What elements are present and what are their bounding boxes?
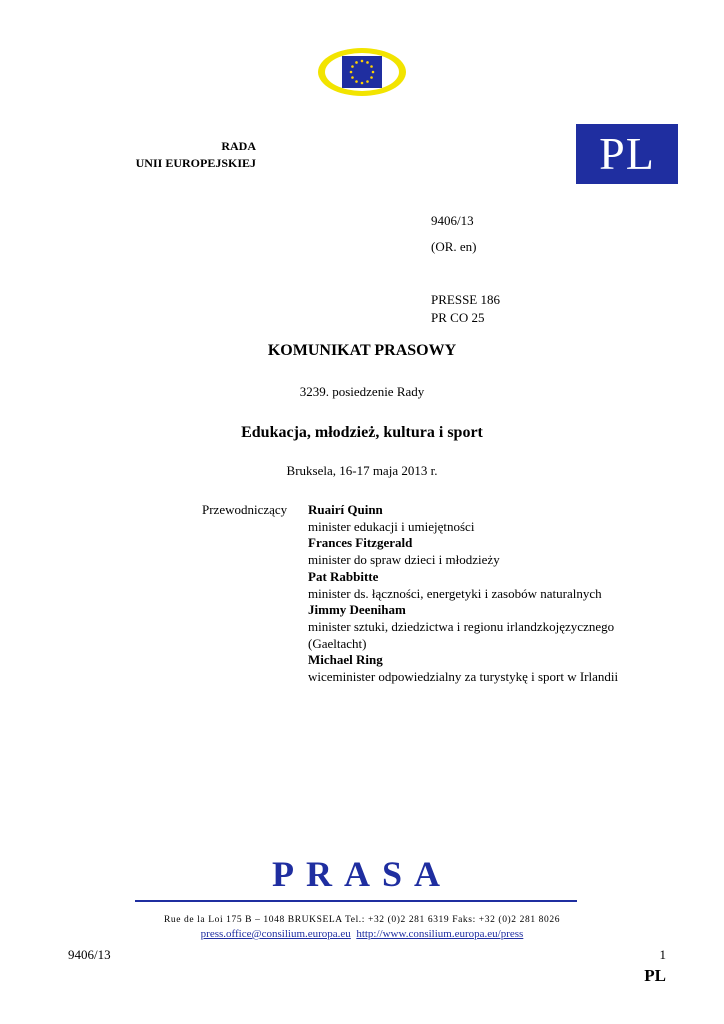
chair-name: Michael Ring (308, 652, 383, 668)
presidency-list (308, 502, 688, 686)
chair-name: Frances Fitzgerald (308, 535, 413, 551)
star-icon (366, 61, 369, 64)
council-name-line2: UNII EUROPEJSKIEJ (135, 156, 256, 170)
pr-code: PR CO 25 (431, 310, 485, 325)
star-icon (351, 76, 354, 79)
council-name (60, 138, 256, 172)
press-address: Rue de la Loi 175 B – 1048 BRUKSELA Tel.: +32 (0)2 281 6319 Faks: +32 (0)2 281 8026 (163, 915, 561, 925)
meeting-number: 3239. posiedzenie Rady (299, 384, 425, 399)
footer-document-reference: 9406/13 (68, 947, 111, 962)
star-icon (370, 65, 373, 68)
star-icon (355, 80, 358, 83)
press-number: PRESSE 186 (431, 292, 500, 307)
document-reference: 9406/13 (431, 213, 474, 228)
chair-role: minister ds. łączności, energetyki i zasobów naturalnych (308, 585, 602, 601)
chair-name: Ruairí Quinn (308, 502, 383, 517)
original-language: (OR. en) (431, 239, 477, 254)
star-icon (361, 82, 364, 85)
place-and-date: Bruksela, 16-17 maja 2013 r. (286, 463, 438, 478)
press-website-link[interactable]: http://www.consilium.europa.eu/press (356, 928, 524, 940)
star-icon (350, 71, 353, 74)
star-icon (355, 61, 358, 64)
presidency-label: Przewodniczący (202, 502, 288, 517)
chair-role: minister edukacji i umiejętności (308, 518, 475, 534)
council-logo (316, 46, 408, 98)
press-divider (135, 900, 577, 902)
language-badge: PL (576, 124, 678, 184)
press-contacts (0, 928, 724, 940)
council-name-line1: RADA (221, 139, 256, 153)
star-icon (372, 71, 375, 74)
page-number: 1 (659, 947, 666, 962)
chair-role: wiceminister odpowiedzialny za turystykę i sport w Irlandii (308, 669, 619, 685)
star-icon (351, 65, 354, 68)
chair-role: minister do spraw dzieci i młodzieży (308, 552, 500, 568)
chair-name: Jimmy Deeniham (308, 602, 406, 618)
press-email-link[interactable]: press.office@consilium.europa.eu (200, 928, 351, 940)
star-icon (370, 76, 373, 79)
chair-name: Pat Rabbitte (308, 568, 379, 584)
document-type: KOMUNIKAT PRASOWY (267, 342, 457, 359)
star-icon (366, 80, 369, 83)
council-configuration: Edukacja, młodzież, kultura i sport (241, 424, 483, 441)
star-icon (361, 60, 364, 63)
footer-language-code: PL (644, 966, 666, 985)
chair-role: minister sztuki, dziedzictwa i regionu irlandzkojęzycznego (Gaeltacht) (308, 618, 615, 651)
press-title: PRASA (271, 854, 452, 894)
